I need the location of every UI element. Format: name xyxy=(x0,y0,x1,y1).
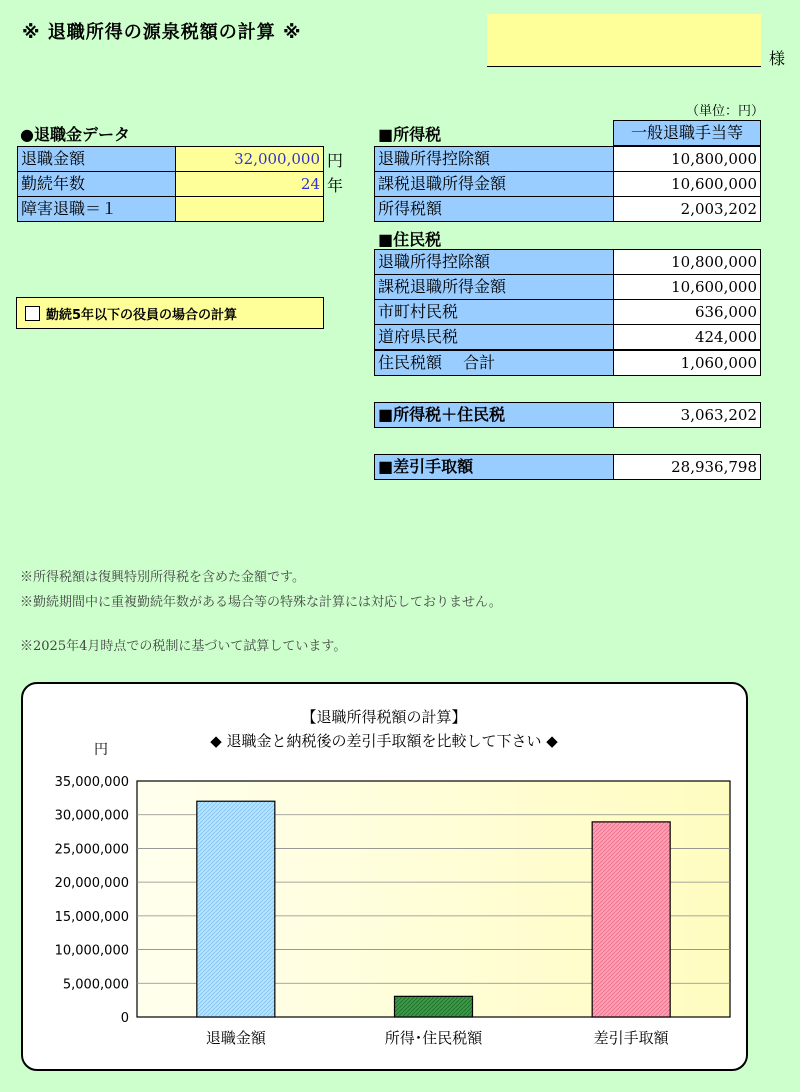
general-retirement-column-header: 一般退職手当等 xyxy=(613,120,761,146)
bar-2 xyxy=(395,996,473,1017)
service-years-unit: 年 xyxy=(327,176,344,195)
municipal-tax-value: 636,000 xyxy=(613,299,761,325)
y-tick-label: 15,000,000 xyxy=(54,909,129,925)
x-category-label: 退職金額 xyxy=(205,1029,266,1047)
income-tax-heading: ■所得税 xyxy=(378,125,442,144)
total-tax-label: ■所得税＋住民税 xyxy=(374,402,614,428)
resident-tax-heading: ■住民税 xyxy=(378,230,442,249)
prefectural-tax-value: 424,000 xyxy=(613,324,761,350)
page-title: ※ 退職所得の源泉税額の計算 ※ xyxy=(22,22,302,43)
resident-tax-deduction-label: 退職所得控除額 xyxy=(374,249,614,275)
y-tick-label: 0 xyxy=(120,1011,129,1026)
retirement-amount-unit: 円 xyxy=(327,151,344,170)
net-amount-label: ■差引手取額 xyxy=(374,454,614,480)
income-tax-taxable-label: 課税退職所得金額 xyxy=(374,171,614,197)
income-tax-deduction-label: 退職所得控除額 xyxy=(374,146,614,172)
x-category-label: 所得･住民税額 xyxy=(384,1029,483,1047)
y-tick-label: 25,000,000 xyxy=(54,842,129,858)
bar-1 xyxy=(197,801,275,1017)
note-overlap-years: ※勤続期間中に重複勤続年数がある場合等の特殊な計算には対応しておりません。 xyxy=(20,595,502,610)
chart-frame xyxy=(21,682,748,1071)
retirement-data-heading: ●退職金データ xyxy=(20,125,130,144)
chart-y-unit: 円 xyxy=(94,742,108,758)
resident-tax-total-label: 住民税額 合計 xyxy=(374,350,614,376)
resident-tax-taxable-label: 課税退職所得金額 xyxy=(374,274,614,300)
name-suffix: 様 xyxy=(769,49,786,68)
y-tick-label: 35,000,000 xyxy=(54,775,129,790)
officer-calculation-checkbox[interactable] xyxy=(25,306,40,321)
x-category-label: 差引手取額 xyxy=(593,1029,669,1047)
bar-3 xyxy=(592,822,670,1017)
note-tax-system-date: ※2025年4月時点での税制に基づいて試算しています。 xyxy=(20,639,347,654)
resident-tax-total-value: 1,060,000 xyxy=(613,350,761,376)
y-tick-label: 20,000,000 xyxy=(54,876,129,892)
y-tick-label: 30,000,000 xyxy=(54,808,129,824)
chart-title: 【退職所得税額の計算】 xyxy=(301,708,467,726)
income-tax-deduction-value: 10,800,000 xyxy=(613,146,761,172)
net-amount-value: 28,936,798 xyxy=(613,454,761,480)
officer-calculation-label: 勤続5年以下の役員の場合の計算 xyxy=(46,307,238,323)
service-years-input[interactable]: 24 xyxy=(175,171,324,197)
income-tax-amount-value: 2,003,202 xyxy=(613,196,761,222)
resident-tax-taxable-value: 10,600,000 xyxy=(613,274,761,300)
retirement-amount-label: 退職金額 xyxy=(17,146,176,172)
resident-tax-deduction-value: 10,800,000 xyxy=(613,249,761,275)
retirement-amount-input[interactable]: 32,000,000 xyxy=(175,146,324,172)
income-tax-amount-label: 所得税額 xyxy=(374,196,614,222)
disability-retirement-input[interactable] xyxy=(175,196,324,222)
chart-subtitle: ◆ 退職金と納税後の差引手取額を比較して下さい ◆ xyxy=(210,732,558,750)
note-reconstruction-tax: ※所得税額は復興特別所得税を含めた金額です。 xyxy=(20,570,305,585)
unit-note: （単位：円） xyxy=(686,104,765,119)
income-tax-taxable-value: 10,600,000 xyxy=(613,171,761,197)
customer-name-input[interactable] xyxy=(487,14,761,67)
total-tax-value: 3,063,202 xyxy=(613,402,761,428)
disability-retirement-label: 障害退職＝１ xyxy=(17,196,176,222)
prefectural-tax-label: 道府県民税 xyxy=(374,324,614,350)
y-tick-label: 5,000,000 xyxy=(62,977,129,993)
comparison-chart xyxy=(23,684,746,1069)
officer-calculation-option[interactable] xyxy=(16,297,324,329)
service-years-label: 勤続年数 xyxy=(17,171,176,197)
municipal-tax-label: 市町村民税 xyxy=(374,299,614,325)
y-tick-label: 10,000,000 xyxy=(54,943,129,959)
